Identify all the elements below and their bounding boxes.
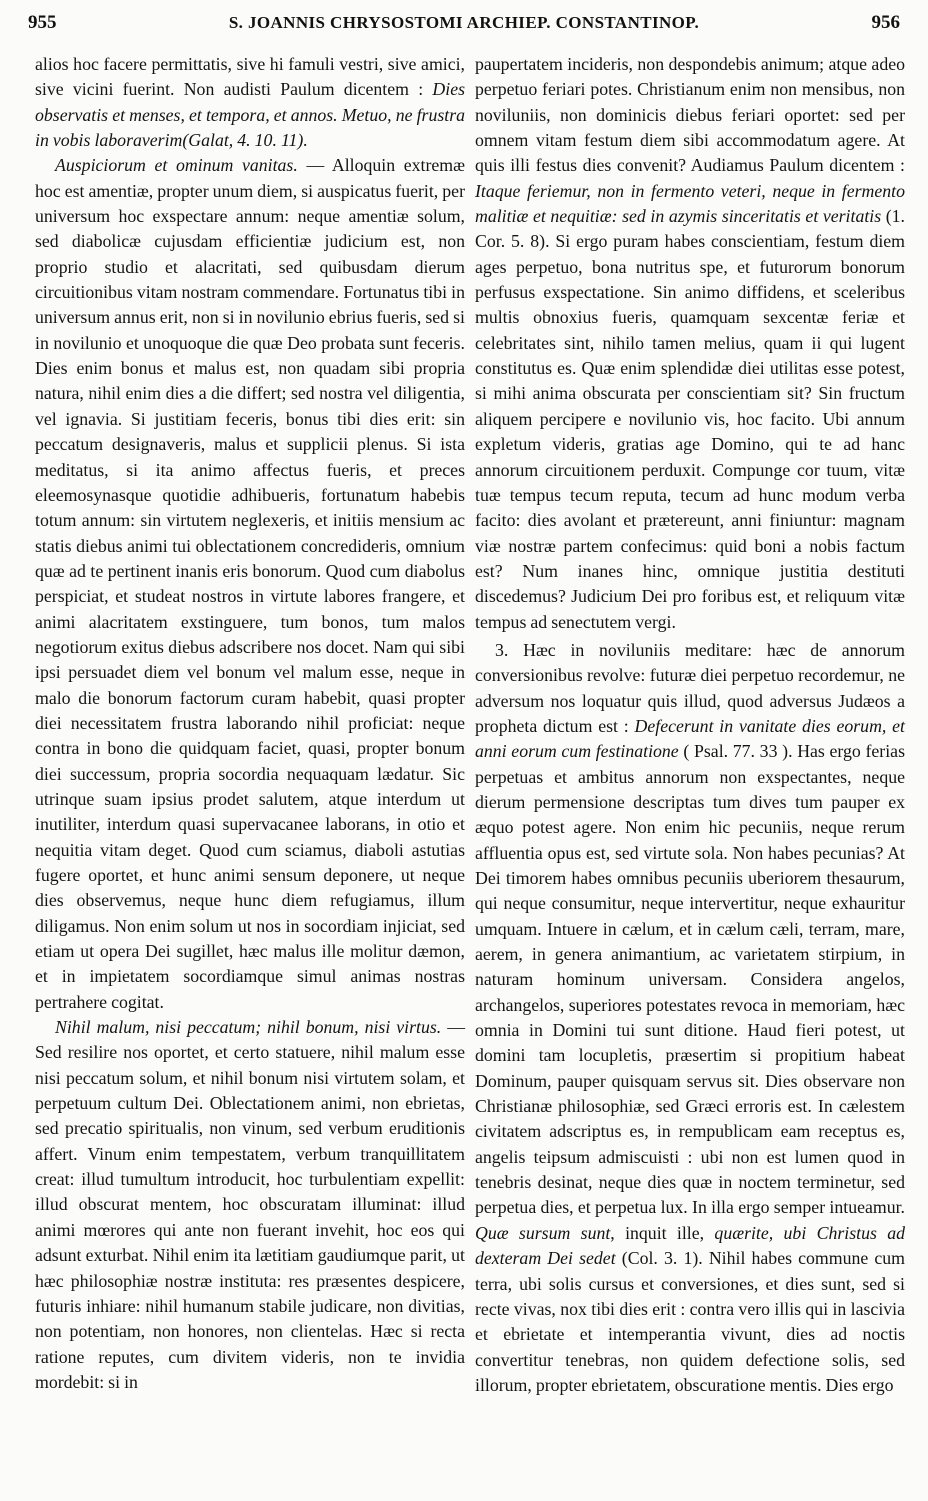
paragraph-text: 3. Hæc in noviluniis meditare: hæc de annorum conversionibus revolve: futuræ diei perpetuo recordemur, ne adversum nos loquatur quis illud, quod adversus Judæos a propheta dictum est : [475,639,905,736]
paragraph-text: , inquit ille, [610,1222,705,1243]
paragraph-text: Si ergo puram habes conscientiam, festum diem ages perpetuo, bona nutritus spe, et futurorum bonorum perfusus exspectatione. Sin animo diffidens, et sceleribus multis obnoxius fueris, quamquam sexcentæ feriæ et celebritates sint, nihilo tamen melius, quam ii qui lugent constitutus es. Quæ enim splendidæ diei utilitas esse potest, si mihi anima obscurata per conscientiam sit? Sin fructum aliquem percipere e novilunio vis, hoc facito. Ubi annum expletum videris, gratias age Domino, qui te ad hanc annorum circuitionem perduxit. Compunge cor tuum, vitæ tuæ tempus tecum reputa, tecum ad hunc modum verba facito: dies avolant et prætereunt, anni finiuntur: magnam viæ nostræ partem confecimus: quid boni a nobis factum est? Num inanes hinc, omnique justitia destituti discedemus? Judicium Dei pro foribus est, et reliquum vitæ tempus ad senectutem vergi. [475,231,905,632]
paragraph-text: paupertatem incideris, non despondebis animum; atque adeo perpetuo feriari potes. Christianum enim non mensibus, non noviluniis, non dominicis diebus feriari oportet: sed per omnem vitam festum diem sibi accommodatum agere. At quis illi festus dies convenit? Audiamus Paulum dicentem : [475,54,905,176]
scripture-quote: Defecerunt in vanitate dies eorum, et anni eorum cum festinatione [475,715,905,762]
scripture-quote: Itaque feriemur, non in fermento veteri, neque in fermento malitiæ et nequitiæ: sed in azymis sinceritatis et veritatis [475,180,905,227]
scripture-quote: Quæ sursum sunt [475,1222,611,1243]
paragraph [35,153,465,1015]
page-number-left: 955 [28,12,57,33]
section-heading: Nihil malum, nisi peccatum; nihil bonum, nisi virtus. [55,1017,442,1038]
scripture-reference: ( Psal. 77. 33 ). [683,741,793,762]
paragraph-text: Nihil habes commune cum terra, ubi solis cursus et conversiones, et dies sunt, sed si recte vivas, nox tibi dies erit : contra vero illis qui in lascivia et ebrietate et intemperantia vivunt, dies ad noctis convertitur tenebras, non quidem defectione solis, sed illorum, propter ebrietatem, obscuratione mentis. Dies ergo [475,1248,906,1395]
page-header [28,12,900,40]
paragraph-continued [475,52,905,635]
right-column [475,52,905,1398]
paragraph [35,1015,465,1395]
paragraph [475,638,905,1398]
running-title: S. JOANNIS CHRYSOSTOMI ARCHIEP. CONSTANTINOP. [228,13,700,32]
paragraph-text: alios hoc facere permittatis, sive hi famuli vestri, sive amici, sive vicini fuerint. Non audisti Paulum dicentem : [35,54,465,100]
scripture-reference: (Col. 3. 1). [621,1248,703,1269]
scripture-quote: quærite, ubi Christus ad dexteram Dei sedet [475,1222,905,1269]
paragraph-text: Has ergo ferias perpetuas et ambitus annorum non exspectantes, neque dierum permensione descriptas tum dives tum pauper ex æquo potest agere. Non enim hic pecuniis, neque rerum affluentia opus est, sed virtute sola. Non habes pecunias? At Dei timorem habes omnibus pecuniis uberiorem thesaurum, qui neque consumitur, neque intervertitur, neque exhauritur umquam. Intuere in cælum, et in cælum cæli, terram, mare, aerem, in genera animantium, ac varietatem stirpium, in naturam hominum universam. Considera angelos, archangelos, superiores potestates revoca in memoriam, hæc omnia in Domini tui sunt ditione. Haud fieri potest, ut domini tam locupletis, præsertim si propitium habeat Dominum, pauper quisquam servus sit. Dies observare non Christianæ philosophiæ, sed Græci erroris est. In cælestem civitatem adscriptus es, in rempublicam eam receptus es, angelis teipsum admiscuisti : ubi non est lumen quod in tenebris desinat, neque dies quæ in noctem terminetur, sed perpetua dies, et perpetua lux. In illa ergo semper intueamur. [475,741,905,1218]
paragraph-continued [35,52,465,153]
scripture-reference: (1. Cor. 5. 8). [475,206,905,252]
scripture-reference: (Galat, 4. 10. 11). [182,130,308,151]
section-heading: Auspiciorum et ominum vanitas. [55,155,298,176]
page-number-right: 956 [871,12,900,33]
left-column [35,52,465,1395]
scripture-quote: Dies observatis et menses, et tempora, et annos. Metuo, ne frustra in vobis laboraverim [35,79,465,151]
paragraph-text: — Sed resilire nos oportet, et certo statuere, nihil malum esse nisi peccatum solum, et nihil bonum nisi virtutem solam, et perpetuum cultum Dei. Oblectationem animi, non ebrietas, sed precatio spiritualis, non vinum, sed verbum eruditionis affert. Vinum enim tempestatem, verbum tranquillitatem creat: illud tumultum introducit, hoc turbulentiam expellit: illud obscurat mentem, hoc obscuratam illuminat: illud animi mœrores qui ante non fuerant invehit, hoc eos qui adsunt exturbat. Nihil enim ita lætitiam gaudiumque parit, ut hæc philosophiæ nostræ instituta: res præsentes despicere, futuris inhiare: nihil humanum stabile judicare, non divitias, non potentiam, non honores, non clientelas. Hæc si recta ratione reputes, cum divitem videris, non te invidia mordebit: si in [35,1017,465,1392]
paragraph-text: — Alloquin extremæ hoc est amentiæ, propter unum diem, si auspicatus fuerit, per universum hoc exspectare annum: neque amentiæ solum, sed diabolicæ cujusdam efficientiæ judicium est, non proprio studio et alacritati, sed quibusdam dierum circuitionibus vitam nostram commendare. Fortunatus tibi in universum annus erit, non si in novilunio ebrius fueris, sed si in novilunio et unoquoque die quæ Deo probata sunt feceris. Dies enim bonus et malus est, non quadam sibi propria natura, nihil enim dies a die differt; sed nostra vel diligentia, vel ignavia. Si justitiam feceris, bonus tibi dies erit: sin peccatum designaveris, malus et supplicii plenus. Si ista meditatus, si ita animo affectus fueris, et preces eleemosynasque quotidie adhibueris, fortunatum habebis totum annum: sin virtutem neglexeris, et initiis mensium ac statis diebus animi tui oblectationem concredideris, omnium quæ ad te pertinent inanis eris bonorum. Quod cum diabolus perspiciat, et studeat nostros in virtute labores frangere, et animi alacritatem exstinguere, tum bonos, tum malos negotiorum exitus diebus adscribere nos docet. Nam qui sibi ipsi persuadet diem vel bonum vel malum esse, neque in malo die bonorum factorum curam habebit, quasi propter diei necessitatem frustra laborando nihil proficiat: neque contra in bono die quidquam faciet, quasi, propter bonum diei successum, propria socordia nequaquam lædatur. Sic utrinque suam ipsius prodet salutem, atque interdum ut inutiliter, interdum quasi supervacanee laborans, in otio et nequitia vitam deget. Quod cum sciamus, diaboli astutias fugere oportet, et hunc animi sensum deponere, ut neque dies observemus, neque hunc diem refugiamus, illum diligamus. Non enim solum ut nos in socordiam injiciat, sed etiam ut opera Dei sugillet, hæc malus ille molitur dæmon, et in impietatem socordiamque simul animas nostras pertrahere cogitat. [35,155,465,1012]
